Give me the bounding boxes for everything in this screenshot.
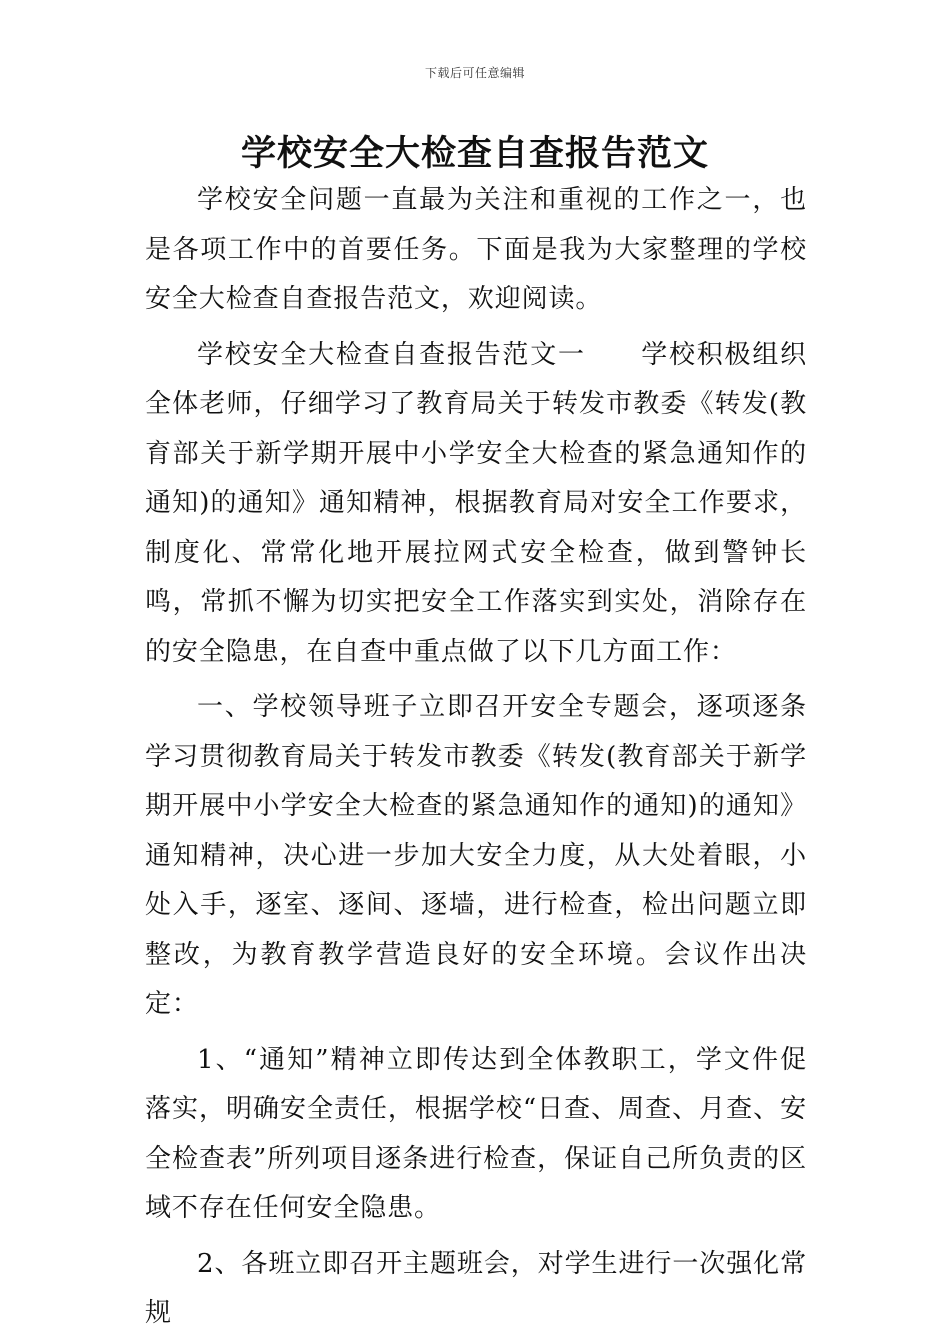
paragraph: 一、学校领导班子立即召开安全专题会，逐项逐条学习贯彻教育局关于转发市教委《转发(教育部关于新学期开展中小学安全大检查的紧急通知作的通知)的通知》通知精神，决心进一步加大安全力度，从大处着眼，小处入手，逐室、逐间、逐墙，进行检查，检出问题立即整改，为教育教学营造良好的安全环境。会议作出决定：	[145, 692, 807, 1019]
paragraph: 2、各班立即召开主题班会，对学生进行一次强化常规	[145, 1248, 807, 1328]
paragraph: 学校安全大检查自查报告范文一 学校积极组织全体老师，仔细学习了教育局关于转发市教委《转发(教育部关于新学期开展中小学安全大检查的紧急通知作的通知)的通知》通知精神，根据教育局对安全工作要求，制度化、常常化地开展拉网式安全检查，做到警钟长鸣，常抓不懈为切实把安全工作落实到实处，消除存在的安全隐患，在自查中重点做了以下几方面工作：	[145, 339, 807, 667]
paragraph: 1、“通知”精神立即传达到全体教职工，学文件促落实，明确安全责任，根据学校“日查、周查、月查、安全检查表”所列项目逐条进行检查，保证自己所负责的区域不存在任何安全隐患。	[145, 1044, 807, 1223]
document-body	[145, 176, 807, 1339]
header-note: 下载后可任意编辑	[424, 66, 525, 80]
document-title: 学校安全大检查自查报告范文	[240, 134, 709, 174]
paragraph: 学校安全问题一直最为关注和重视的工作之一，也是各项工作中的首要任务。下面是我为大家整理的学校安全大检查自查报告范文，欢迎阅读。	[145, 185, 807, 314]
